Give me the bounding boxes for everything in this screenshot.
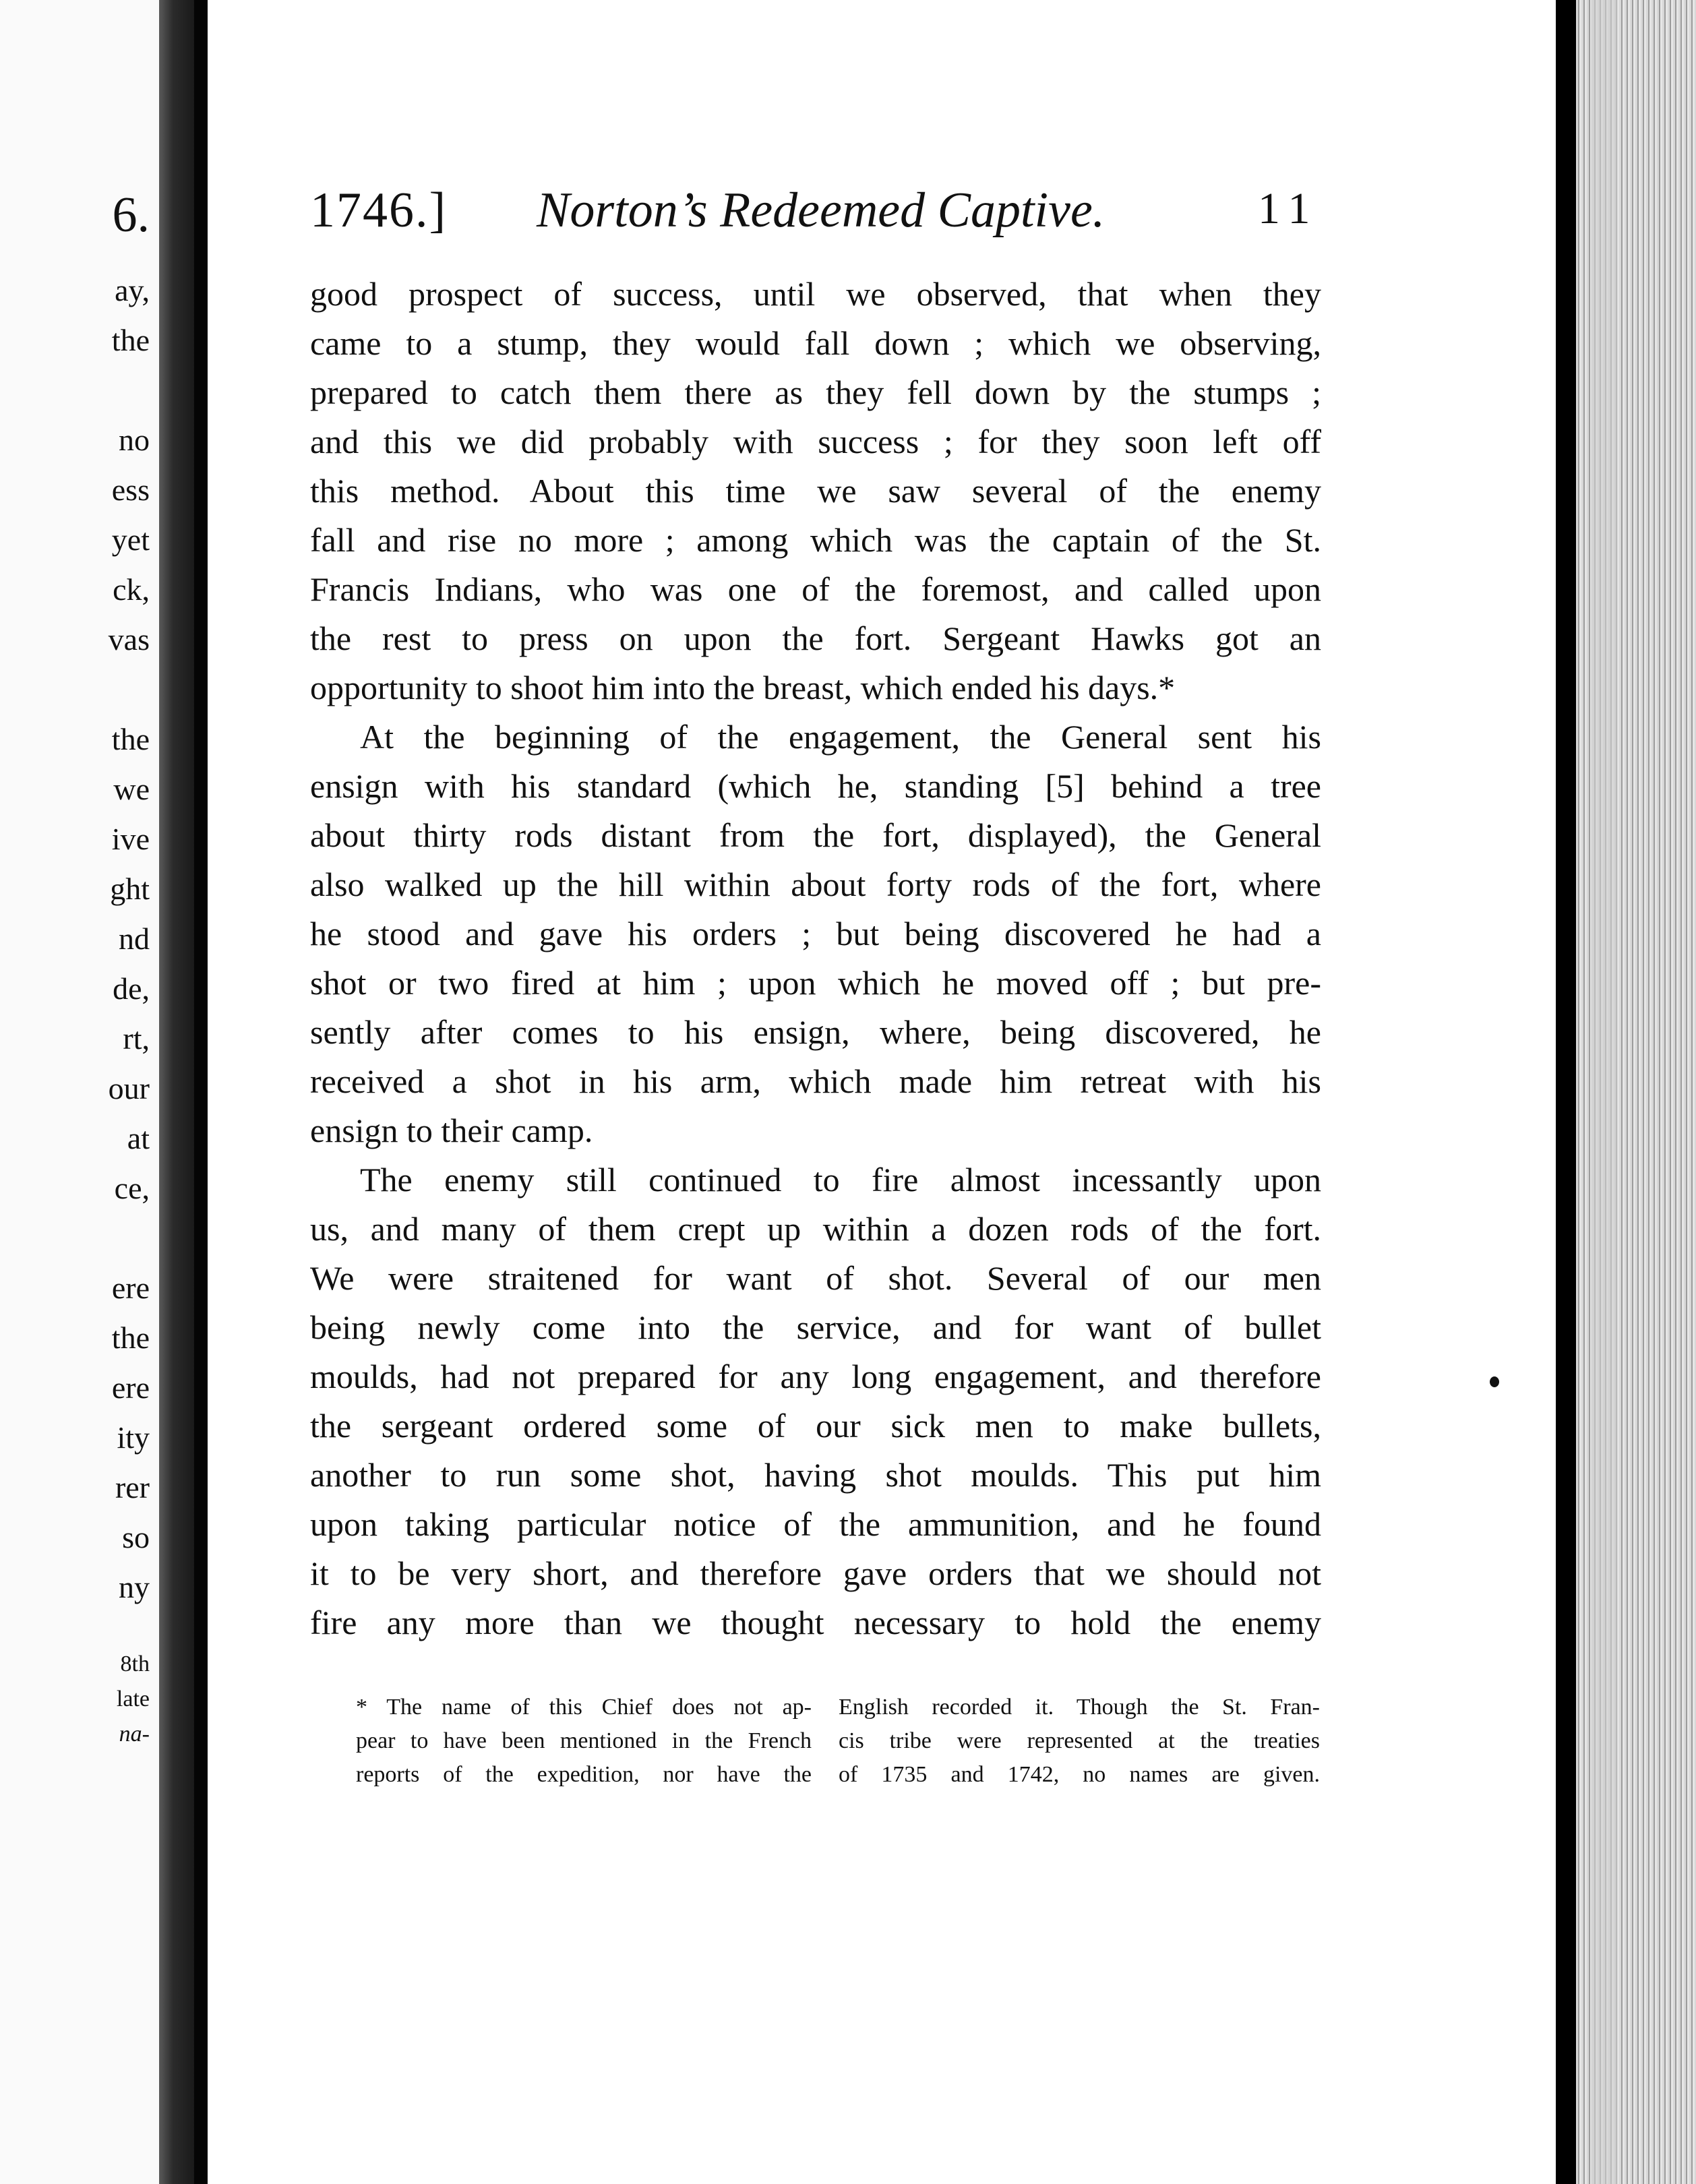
text-line: the sergeant ordered some of our sick men to make bullets,	[310, 1407, 1321, 1445]
text-line: us, and many of them crept up within a dozen rods of the fort.	[310, 1210, 1321, 1248]
text-line: sently after comes to his ensign, where, being discovered, he	[310, 1013, 1321, 1051]
left-page-line: the	[111, 323, 150, 357]
text-line: came to a stump, they would fall down ; which we observing,	[310, 324, 1321, 362]
text-line: the rest to press on upon the fort. Sergeant Hawks got an	[310, 619, 1321, 657]
footnote-line: * The name of this Chief does not ap-	[356, 1695, 812, 1720]
text-line: prepared to catch them there as they fell down by the stumps ;	[310, 373, 1321, 411]
body-text	[310, 270, 1321, 1647]
page-stack-highlight	[1591, 0, 1618, 2184]
text-line: he stood and gave his orders ; but being discovered he had a	[310, 915, 1321, 952]
left-page-line: rt,	[123, 1021, 150, 1056]
text-line: about thirty rods distant from the fort, displayed), the General	[310, 816, 1321, 854]
text-line: ensign with his standard (which he, standing [5] behind a tree	[310, 767, 1321, 805]
footnote-line: English recorded it. Though the St. Fran-	[839, 1695, 1320, 1720]
left-page-line: nd	[119, 921, 150, 956]
left-page-line: vas	[108, 622, 150, 657]
left-page-line: the	[111, 1321, 150, 1355]
text-line: upon taking particular notice of the ammunition, and he found	[310, 1505, 1321, 1543]
left-page-line: ay,	[115, 273, 150, 307]
left-facing-page	[0, 0, 159, 2184]
left-page-footnote-line: late	[116, 1687, 150, 1711]
left-page-line: so	[122, 1520, 150, 1554]
text-line: good prospect of success, until we observed, that when they	[310, 275, 1321, 313]
text-line: We were straitened for want of shot. Several of our men	[310, 1259, 1321, 1297]
left-page-line: we	[113, 772, 150, 806]
text-line: and this we did probably with success ; for they soon left off	[310, 423, 1321, 460]
left-page-footnote-line: 8th	[120, 1651, 150, 1676]
left-page-header-fragment: 6.	[112, 187, 150, 243]
text-line: opportunity to shoot him into the breast, which ended his days.*	[310, 669, 1176, 706]
left-page-line: ere	[111, 1370, 150, 1405]
left-page-line: rer	[115, 1470, 150, 1505]
text-line: shot or two fired at him ; upon which he moved off ; but pre-	[310, 964, 1321, 1002]
left-page-line: at	[127, 1121, 150, 1155]
left-page-line: ive	[111, 822, 150, 856]
left-page-line: ck,	[113, 572, 150, 607]
footnote-right-column	[839, 1691, 1320, 1792]
ink-speck	[1490, 1376, 1499, 1387]
left-page-line: ght	[110, 872, 150, 906]
footnote-line: pear to have been mentioned in the French	[356, 1728, 812, 1753]
running-header-title: Norton’s Redeemed Captive.	[537, 183, 1106, 238]
left-page-line: our	[108, 1071, 150, 1105]
left-page-line: no	[119, 423, 150, 457]
running-header-year: 1746.]	[310, 183, 448, 238]
left-page-line: ess	[111, 473, 150, 507]
text-line: ensign to their camp.	[310, 1112, 593, 1149]
text-line: fall and rise no more ; among which was the captain of the St.	[310, 521, 1321, 559]
text-line: being newly come into the service, and for want of bullet	[310, 1308, 1321, 1346]
book-gutter	[194, 0, 208, 2184]
book-gutter-shadow	[159, 0, 194, 2184]
left-page-line: ny	[119, 1570, 150, 1604]
text-line: The enemy still continued to fire almost incessantly upon	[360, 1161, 1321, 1199]
text-line: it to be very short, and therefore gave orders that we should not	[310, 1554, 1321, 1592]
footnote-left-column	[356, 1691, 812, 1792]
text-line: received a shot in his arm, which made him retreat with his	[310, 1062, 1321, 1100]
text-line: At the beginning of the engagement, the General sent his	[360, 718, 1321, 756]
footnote-line: cis tribe were represented at the treaties	[839, 1728, 1320, 1753]
left-page-footnote-line: na-	[119, 1722, 150, 1747]
left-page-line: yet	[111, 522, 150, 557]
text-line: fire any more than we thought necessary to hold the enemy	[310, 1604, 1321, 1641]
footnote-line: of 1735 and 1742, no names are given.	[839, 1762, 1320, 1787]
left-page-line: the	[111, 722, 150, 756]
footnote-line: reports of the expedition, nor have the	[356, 1762, 812, 1787]
left-page-line: ere	[111, 1271, 150, 1305]
text-line: Francis Indians, who was one of the foremost, and called upon	[310, 570, 1321, 608]
left-page-line: ce,	[114, 1171, 150, 1205]
page-number: 11	[1258, 184, 1320, 233]
page-edge-shadow	[1556, 0, 1576, 2184]
text-line: also walked up the hill within about forty rods of the fort, where	[310, 866, 1321, 903]
left-page-line: ity	[117, 1420, 150, 1455]
text-line: another to run some shot, having shot moulds. This put him	[310, 1456, 1321, 1494]
left-page-line: de,	[113, 971, 150, 1006]
text-line: this method. About this time we saw several of the enemy	[310, 472, 1321, 510]
text-line: moulds, had not prepared for any long engagement, and therefore	[310, 1358, 1321, 1395]
